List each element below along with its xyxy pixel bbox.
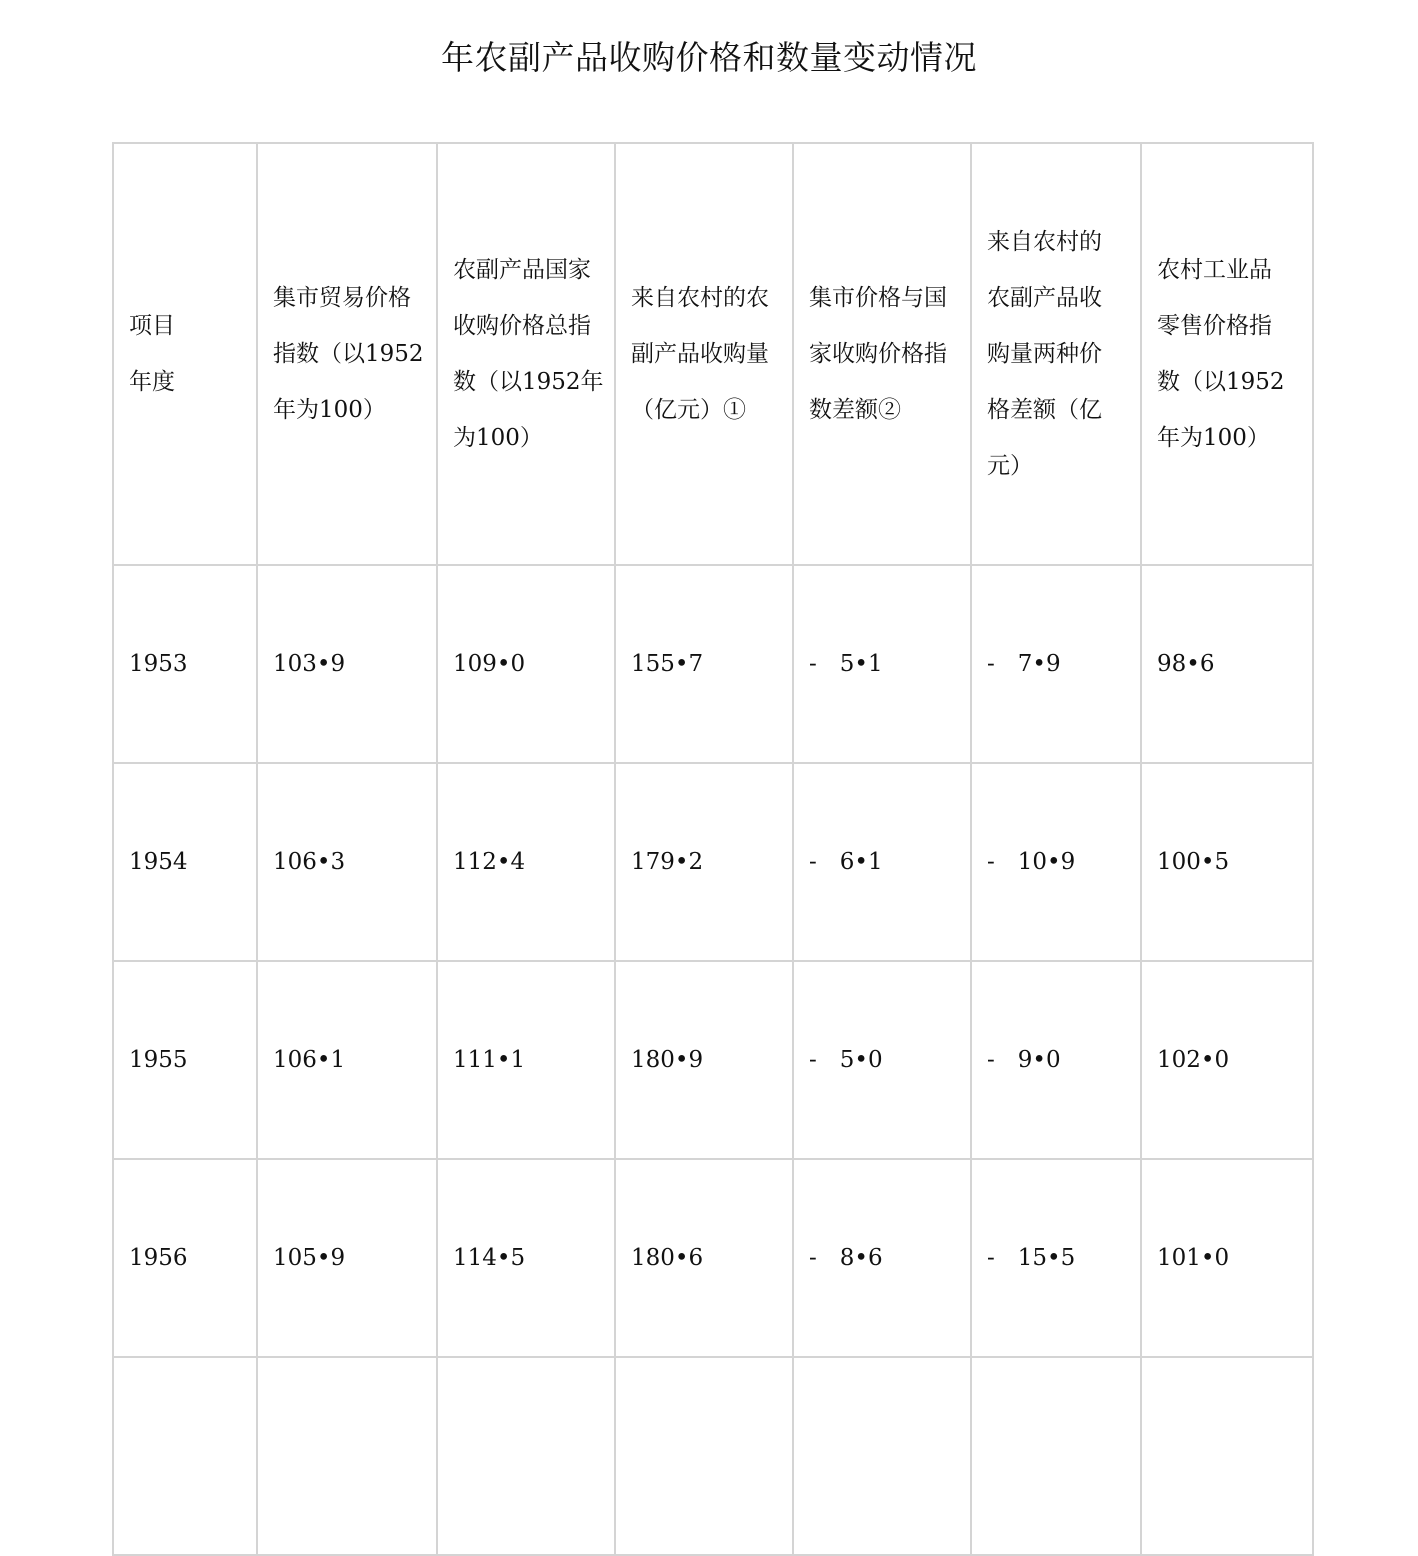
table-header-row: [113, 143, 1313, 565]
table-cell: 106•1: [257, 961, 437, 1159]
header-cell-purchase-volume: 来自农村的农 副产品收购量 （亿元）①: [615, 143, 793, 565]
table-cell: 1954: [113, 763, 257, 961]
table-cell: 1953: [113, 565, 257, 763]
table-cell: 103•9: [257, 565, 437, 763]
table-cell: 180•6: [615, 1159, 793, 1357]
table-cell: 102•0: [1141, 961, 1313, 1159]
table-cell: 179•2: [615, 763, 793, 961]
table-cell: 106•3: [257, 763, 437, 961]
header-cell-state-purchase-index: 农副产品国家 收购价格总指 数（以1952年 为100）: [437, 143, 615, 565]
table-row: [113, 1159, 1313, 1357]
header-cell-item-year: 项目 年度: [113, 143, 257, 565]
header-cell-index-difference: 集市价格与国 家收购价格指 数差额②: [793, 143, 971, 565]
empty-cell: [971, 1357, 1141, 1555]
table-cell: 114•5: [437, 1159, 615, 1357]
table-cell: 1955: [113, 961, 257, 1159]
table-row: [113, 763, 1313, 961]
header-cell-volume-price-difference: 来自农村的 农副产品收 购量两种价 格差额（亿 元）: [971, 143, 1141, 565]
table-cell: - 6•1: [793, 763, 971, 961]
empty-cell: [257, 1357, 437, 1555]
table-cell: 101•0: [1141, 1159, 1313, 1357]
table-cell: 105•9: [257, 1159, 437, 1357]
table-cell: 100•5: [1141, 763, 1313, 961]
table-cell: 111•1: [437, 961, 615, 1159]
empty-cell: [1141, 1357, 1313, 1555]
price-volume-table: [112, 142, 1314, 1556]
table-cell: 109•0: [437, 565, 615, 763]
table-cell: 155•7: [615, 565, 793, 763]
header-cell-rural-retail-index: 农村工业品 零售价格指 数（以1952 年为100）: [1141, 143, 1313, 565]
table-cell: - 15•5: [971, 1159, 1141, 1357]
table-cell: - 5•0: [793, 961, 971, 1159]
page-title: 年农副产品收购价格和数量变动情况: [441, 38, 977, 77]
table-row: [113, 565, 1313, 763]
table-cell: - 5•1: [793, 565, 971, 763]
table-cell: - 8•6: [793, 1159, 971, 1357]
table-row: [113, 961, 1313, 1159]
table-cell: - 10•9: [971, 763, 1141, 961]
table-cell: - 7•9: [971, 565, 1141, 763]
empty-cell: [615, 1357, 793, 1555]
table-cell: 112•4: [437, 763, 615, 961]
table-cell: 1956: [113, 1159, 257, 1357]
empty-cell: [793, 1357, 971, 1555]
table-cell: 98•6: [1141, 565, 1313, 763]
header-cell-market-price-index: 集市贸易价格 指数（以1952 年为100）: [257, 143, 437, 565]
empty-cell: [437, 1357, 615, 1555]
table-cell: - 9•0: [971, 961, 1141, 1159]
table-row-cut-off: [113, 1357, 1313, 1555]
empty-cell: [113, 1357, 257, 1555]
table-cell: 180•9: [615, 961, 793, 1159]
